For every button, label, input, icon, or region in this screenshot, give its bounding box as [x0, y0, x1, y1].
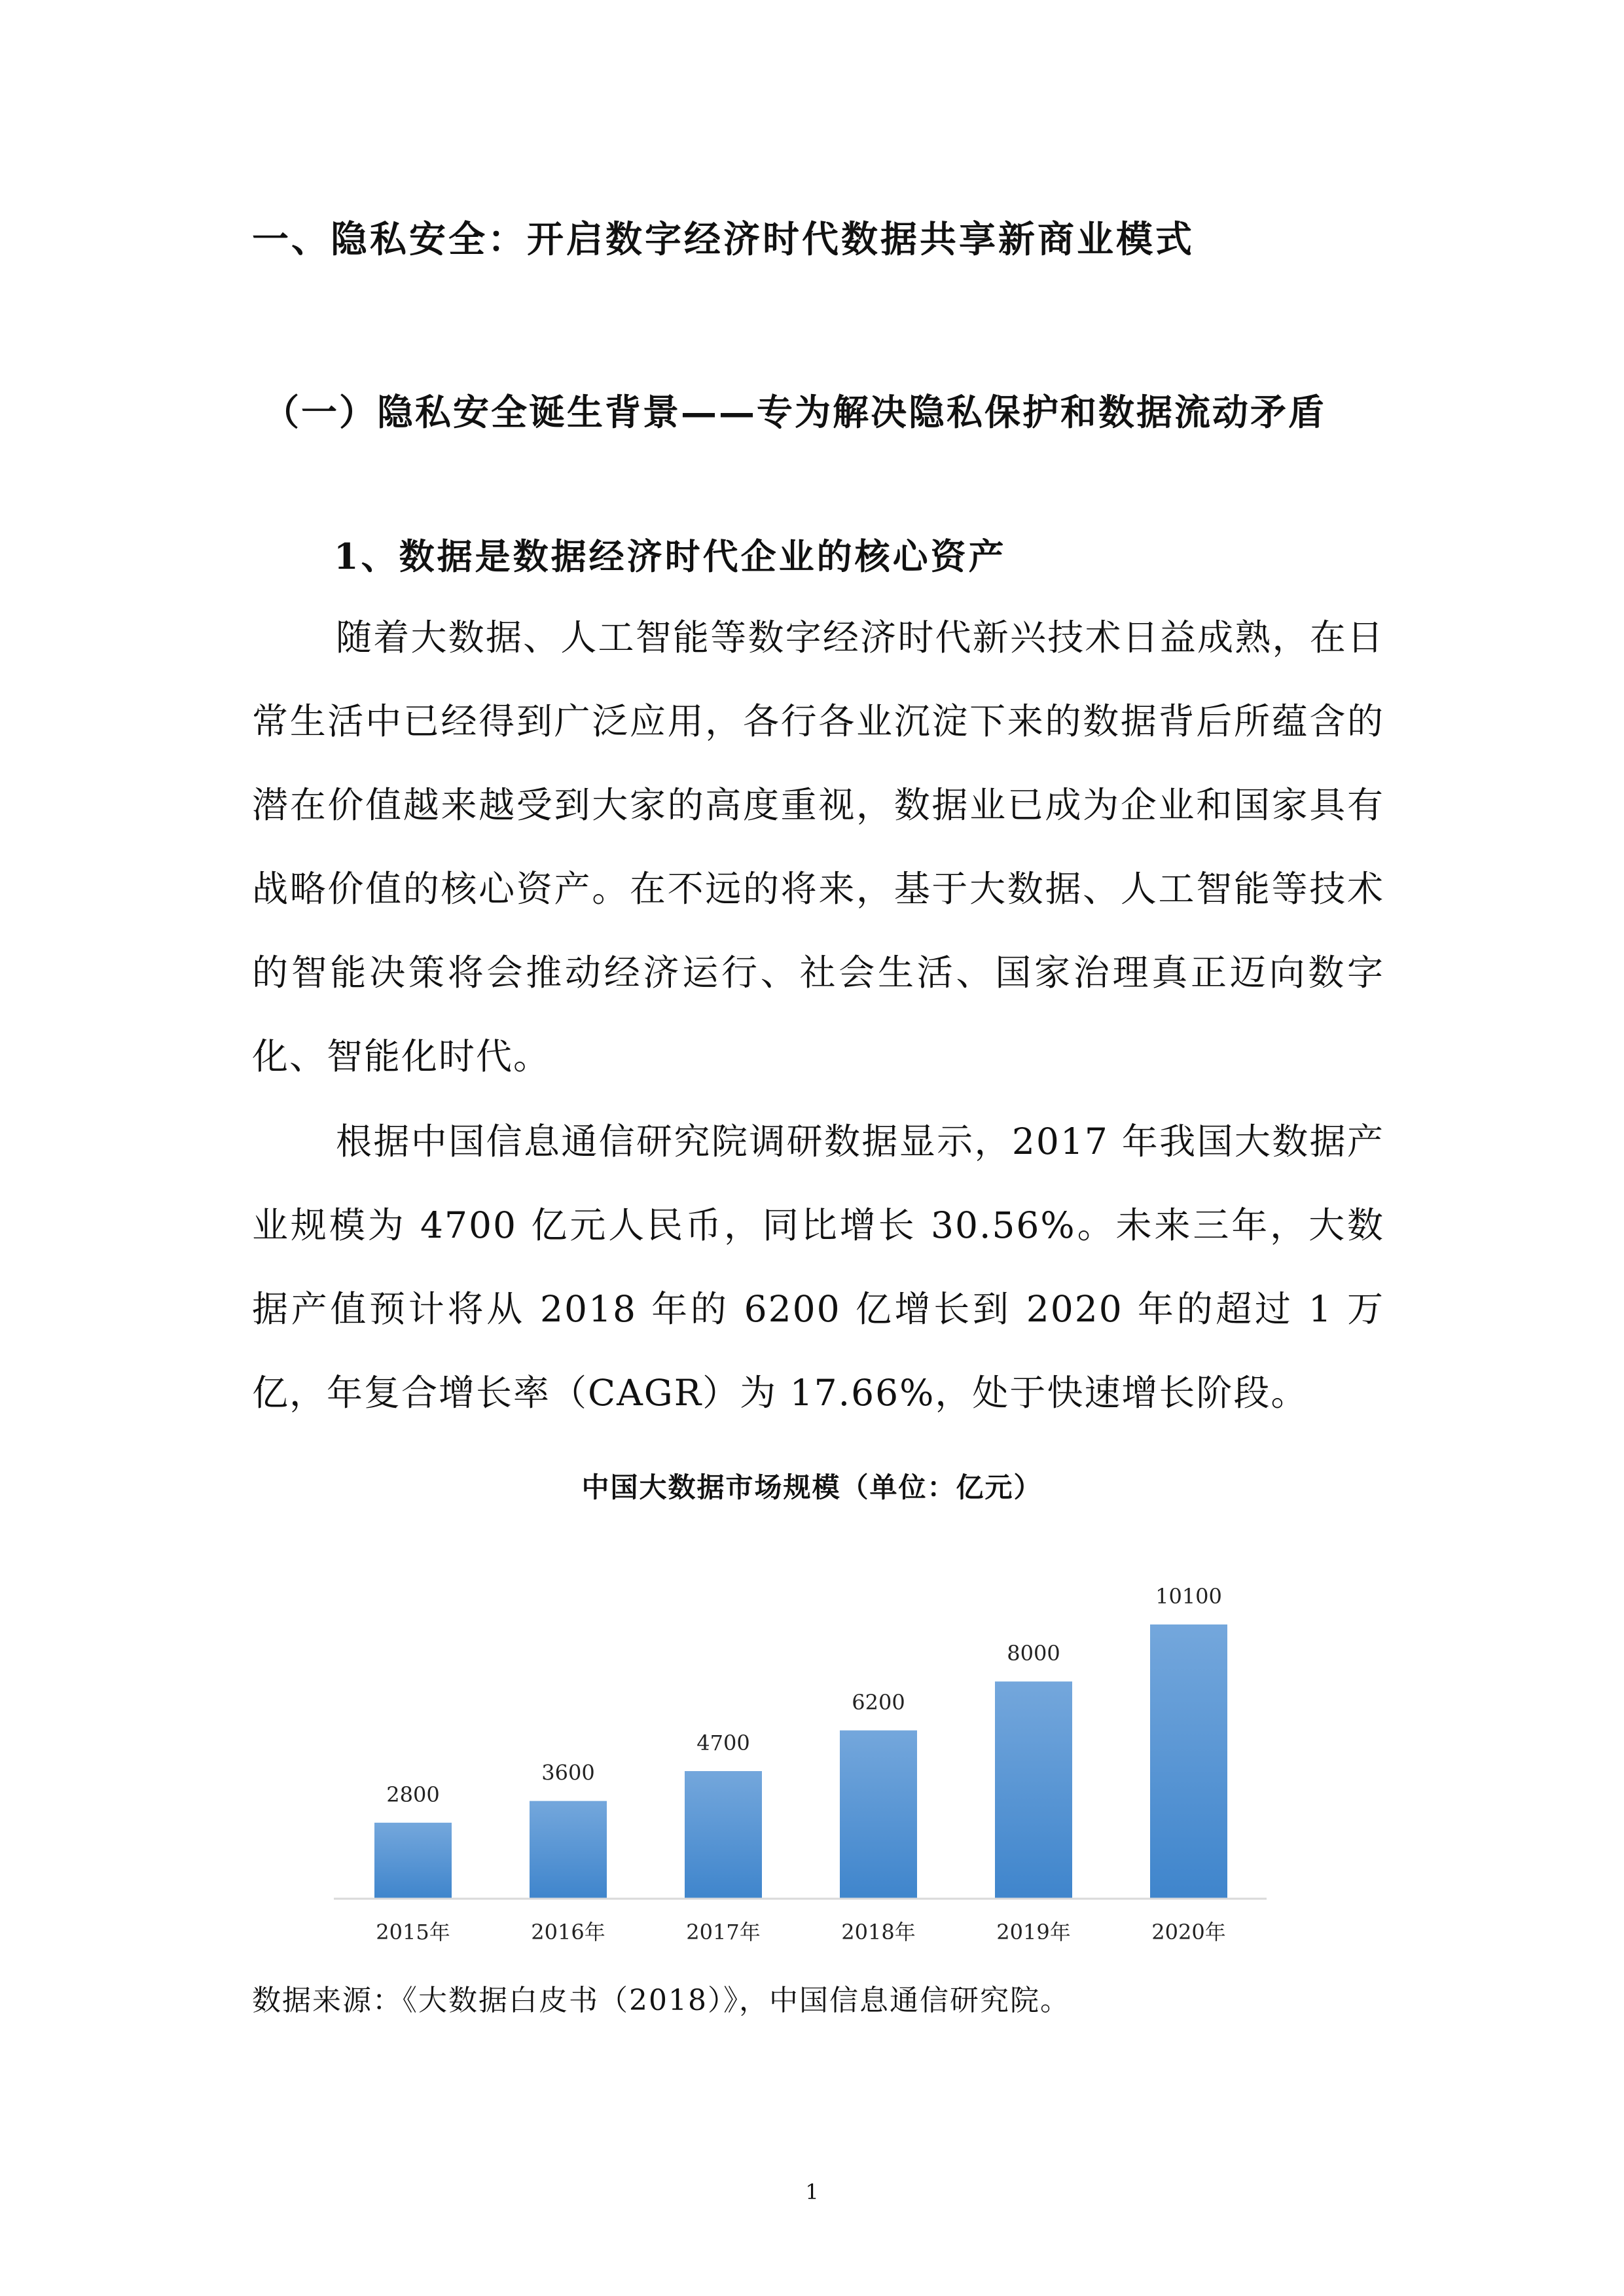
bar-2017年 — [685, 1771, 762, 1899]
body-paragraph-1: 随着大数据、人工智能等数字经济时代新兴技术日益成熟，在日常生活中已经得到广泛应用，各行各业沉淀下来的数据背后所蕴含的潜在价值越来越受到大家的高度重视，数据业已成为企业和国家具有战略价值的核心资产。在不远的将来，基于大数据、人工智能等技术的智能决策将会推动经济运行、社会生活、国家治理真正迈向数字化、智能化时代。 — [252, 617, 1384, 1077]
data-label: 2800 — [386, 1782, 440, 1807]
section-heading-2: （一）隐私安全诞生背景——专为解决隐私保护和数据流动矛盾 — [263, 391, 1327, 433]
bar-2015年 — [374, 1823, 452, 1899]
bar-2018年 — [840, 1731, 917, 1899]
body-paragraph-2: 根据中国信息通信研究院调研数据显示，2017 年我国大数据产业规模为 4700 亿元人民币，同比增长 30.56%。未来三年，大数据产值预计将从 2018 年的 6200 亿增长到 2020 年的超过 1 万亿，年复合增长率（CAGR）为 17.66%，处于快速增长阶段。 — [252, 1121, 1384, 1414]
x-tick-label: 2016年 — [531, 1920, 605, 1945]
x-tick-label: 2017年 — [686, 1920, 761, 1945]
bar-2016年 — [530, 1801, 607, 1899]
data-source-note: 数据来源：《大数据白皮书（2018）》，中国信息通信研究院。 — [252, 1984, 1070, 2017]
x-tick-label: 2019年 — [996, 1920, 1071, 1945]
data-label: 8000 — [1007, 1641, 1060, 1666]
bar-2019年 — [995, 1681, 1072, 1899]
bar-2020年 — [1150, 1624, 1227, 1899]
bar-chart — [314, 1545, 1296, 1950]
labels-layer — [376, 1584, 1225, 1945]
x-tick-label: 2020年 — [1151, 1920, 1226, 1945]
page-number: 1 — [805, 2179, 819, 2204]
x-tick-label: 2015年 — [376, 1920, 450, 1945]
data-label: 6200 — [852, 1689, 905, 1715]
data-label: 4700 — [696, 1731, 750, 1756]
chart-title: 中国大数据市场规模（单位：亿元） — [581, 1471, 1043, 1503]
x-tick-label: 2018年 — [841, 1920, 916, 1945]
section-heading-3: 1、数据是数据经济时代企业的核心资产 — [334, 535, 1007, 577]
section-heading-1: 一、隐私安全：开启数字经济时代数据共享新商业模式 — [252, 218, 1195, 261]
bars-layer — [374, 1624, 1227, 1899]
data-label: 3600 — [541, 1760, 595, 1785]
data-label: 10100 — [1155, 1584, 1222, 1609]
